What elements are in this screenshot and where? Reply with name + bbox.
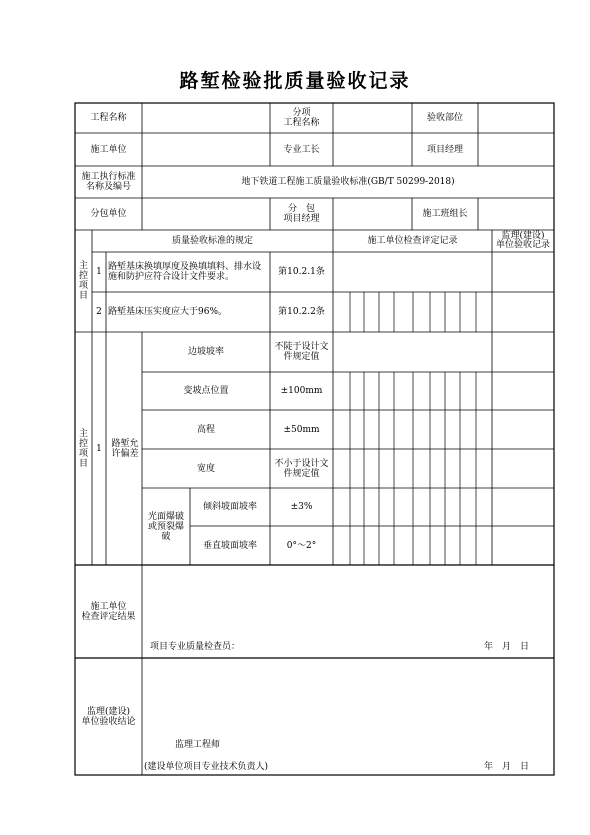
deviation-value-inclined-slope: ±3%	[290, 502, 313, 512]
deviation-value-grade-change: ±100mm	[280, 386, 323, 396]
deviation-item-grade-change: 变坡点位置	[183, 386, 229, 396]
subcontract-unit-label: 分包单位	[90, 209, 127, 219]
deviation-item-elevation: 高程	[196, 424, 215, 435]
inspector-label: 项目专业质量检查员：	[150, 642, 241, 652]
subcontract-manager-label: 分 包 项目经理	[283, 204, 320, 224]
team-leader-label: 施工班组长	[422, 209, 468, 219]
criteria-column-header: 质量验收标准的规定	[171, 236, 253, 246]
supervision-column-header: 监理(建设) 单位验收记录	[495, 231, 550, 250]
deviation-item-width: 宽度	[196, 463, 215, 474]
deviation-value-width: 不小于设计文件规定值	[274, 458, 329, 479]
deviation-item-slope-ratio: 边坡坡率	[187, 347, 224, 357]
project-name-label: 工程名称	[90, 113, 127, 123]
engineer-label: 监理工程师	[175, 740, 221, 750]
date-1: 年 月 日	[484, 642, 530, 652]
inspection-column-header: 施工单位检查评定记录	[367, 236, 458, 246]
deviation-value-vertical-slope: 0°～2°	[286, 540, 317, 551]
supervision-label: 监理(建设) 单位验收结论	[81, 706, 136, 727]
construction-result-label: 施工单位 检查评定结果	[81, 601, 136, 622]
deviation-no: 1	[96, 443, 102, 454]
standard-label: 施工执行标准 名称及编号	[81, 172, 136, 192]
standard-value: 地下铁道工程施工质量验收标准(GB/T 50299-2018)	[241, 177, 455, 187]
main-item-2-no: 2	[96, 307, 102, 317]
deviation-group-label: 主控项目	[78, 428, 88, 469]
construction-unit-label: 施工单位	[90, 144, 127, 155]
deviation-sub-label: 路堑允许偏差	[111, 438, 139, 459]
sub-project-label: 分项 工程名称	[283, 108, 320, 128]
main-item-1-clause: 第10.2.1条	[278, 267, 325, 277]
main-item-2-clause: 第10.2.2条	[278, 307, 325, 317]
blast-label: 光面爆破或预裂爆破	[147, 511, 184, 542]
main-items-group-label: 主控项目	[78, 261, 88, 301]
page-title: 路堑检验批质量验收记录	[179, 70, 411, 92]
foreman-label: 专业工长	[283, 144, 320, 155]
deviation-item-inclined-slope: 倾斜坡面坡率	[202, 502, 257, 512]
deviation-item-vertical-slope: 垂直坡面坡率	[202, 540, 257, 551]
deviation-value-slope-ratio: 不陡于设计文件规定值	[274, 342, 329, 362]
acceptance-part-label: 验收部位	[426, 113, 463, 123]
date-2: 年 月 日	[484, 762, 530, 772]
main-item-1-text: 路堑基床换填厚度及换填填料、排水设施和防护应符合设计文件要求。	[108, 262, 262, 282]
project-manager-label: 项目经理	[426, 144, 463, 155]
tech-lead-label: (建设单位项目专业技术负责人)	[144, 762, 269, 772]
deviation-value-elevation: ±50mm	[283, 424, 320, 435]
main-item-2-text: 路堑基床压实度应大于96%。	[108, 307, 228, 317]
main-item-1-no: 1	[96, 267, 102, 277]
